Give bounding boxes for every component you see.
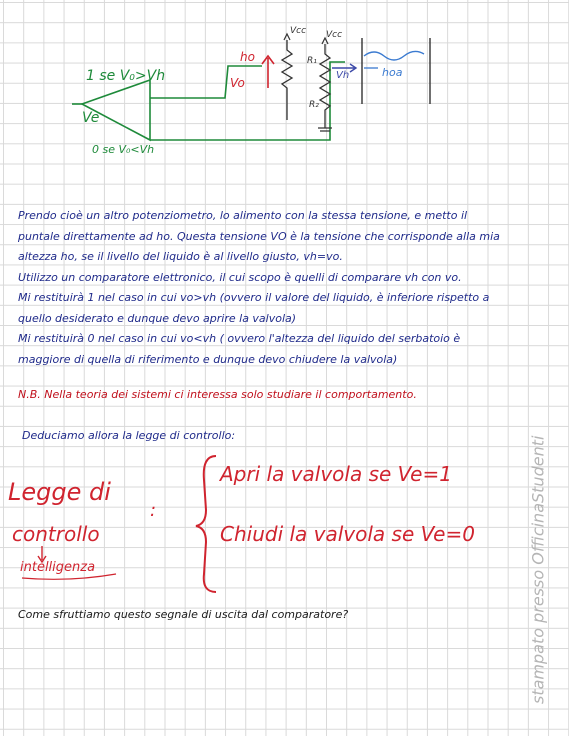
legge-handwritten: Legge di <box>8 478 111 506</box>
close-valve-rule: Chiudi la valvola se Ve=0 <box>220 522 475 546</box>
intelligenza-arrow <box>38 546 46 562</box>
paragraph-line: Mi restituirà 0 nel caso in cui vo<vh ( ovvero l'altezza del liquido del serbatoio è <box>18 332 461 345</box>
ve-label: Ve <box>82 110 100 126</box>
vh-label: Vh <box>336 70 350 81</box>
paragraph-line: quello desiderato e dunque devo aprire la valvola) <box>18 311 297 325</box>
question-line: Come sfruttiamo questo segnale di uscita dal comparatore? <box>18 608 349 621</box>
r2-label: R₂ <box>309 100 319 110</box>
paragraph-line: Utilizzo un comparatore elettronico, il cui scopo è quelli di comparare vh con vo. <box>18 270 462 284</box>
vcc-left-label: Vcc <box>290 26 307 36</box>
paragraph-line: maggiore di quella di riferimento e dunque devo chiudere la valvola) <box>18 352 398 366</box>
ho-label: ho <box>240 50 255 64</box>
brace <box>196 456 216 592</box>
cond-low-label: 0 se V₀<Vh <box>92 143 155 156</box>
paragraph-line: puntale direttamente ad ho. Questa tensione VO è la tensione che corrisponde alla mia <box>18 229 500 243</box>
paragraph-line: Prendo cioè un altro potenziometro, lo alimento con la stessa tensione, e metto il <box>18 209 468 222</box>
nb-note: N.B. Nella teoria dei sistemi ci interessa solo studiare il comportamento. <box>18 388 417 401</box>
cond-high-label: 1 se V₀>Vh <box>86 68 166 84</box>
intelligenza-underline <box>22 574 116 579</box>
hoa-label: hoa <box>382 66 403 79</box>
watermark: stampato presso OfficinaStudenti <box>528 435 547 704</box>
intelligenza-handwritten: intelligenza <box>20 560 96 575</box>
open-valve-rule: Apri la valvola se Ve=1 <box>220 462 452 486</box>
r1-label: R₁ <box>307 56 317 66</box>
colon-mark: : <box>150 500 157 521</box>
deduction-line: Deduciamo allora la legge di controllo: <box>22 429 236 442</box>
vcc-right-label: Vcc <box>326 30 343 40</box>
controllo-handwritten: controllo <box>12 522 100 546</box>
paragraph-line: Mi restituirà 1 nel caso in cui vo>vh (ovvero il valore del liquido, è inferiore rispetto a <box>18 291 490 304</box>
paragraph-line: altezza ho, se il livello del liquido è al livello giusto, vh=vo. <box>18 250 343 263</box>
vo-label: Vo <box>230 76 245 90</box>
